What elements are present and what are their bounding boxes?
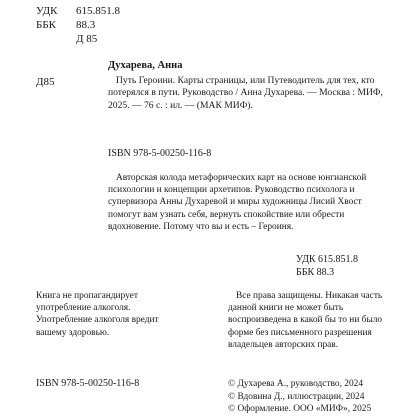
isbn-bottom: ISBN 978-5-00250-116-8 xyxy=(36,378,140,389)
classification-block-right xyxy=(296,253,358,279)
classification-bbk: ББК 88.3 xyxy=(296,267,335,278)
copyright-line: © Духарева А., руководство, 2024 xyxy=(228,379,364,389)
classification-row xyxy=(36,32,120,46)
copyright-line: © Вдовина Д., иллюстрации, 2024 xyxy=(228,391,365,402)
annotation: Авторская колода метафорических карт на основе юнгианской психологии и концепции архетипов. Руководство психолога и супервизора Анны Духаревой и миры художницы Лисий Хвост помогут вам узнать себя, вернуть спокойствие или обрести вдохновение. Потому что вы и есть – Героиня. xyxy=(108,173,367,232)
isbn-middle: ISBN 978-5-00250-116-8 xyxy=(108,148,212,159)
classification-value: 615.851.8 xyxy=(76,5,120,17)
classification-row xyxy=(36,4,120,18)
copyright-list xyxy=(228,378,371,416)
alcohol-notice: Книга не пропагандирует употребление алкоголя. Употребление алкоголя вредит вашему здоровью. xyxy=(36,291,159,338)
classification-row xyxy=(36,18,120,32)
classification-label: ББК xyxy=(36,19,56,31)
rights-notice: Все права защищены. Никакая часть данной книги не может быть воспроизведена в какой бы то ни было форме без письменного разрешения владельцев авторских прав. xyxy=(228,291,383,350)
author-name: Духарева, Анна xyxy=(108,60,183,71)
classification-label: УДК xyxy=(36,5,58,17)
classification-block-top xyxy=(36,4,120,46)
classification-value: Д 85 xyxy=(76,33,98,45)
bibliographic-description: Путь Героини. Карты страницы, или Путеводитель для тех, кто потерялся в пути. Руководство / Анна Духарева. — Москва : МИФ, 2025. — 76 с. : ил. — (МАК МИФ). xyxy=(108,75,383,111)
classification-value: 88.3 xyxy=(76,19,96,31)
copyright-line: © Оформление. ООО «МИФ», 2025 xyxy=(228,404,372,415)
author-code: Д85 xyxy=(36,76,55,88)
classification-udk: УДК 615.851.8 xyxy=(296,254,359,265)
